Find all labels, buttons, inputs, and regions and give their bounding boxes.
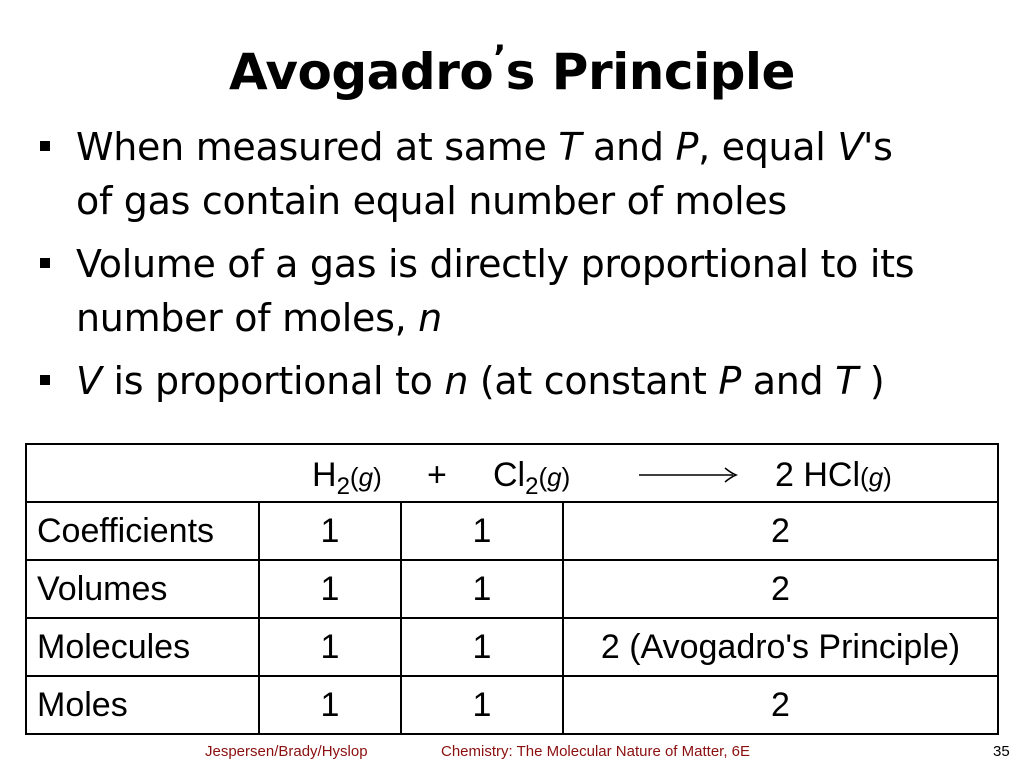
bullet-item-1: When measured at same T and P, equal V's of gas contain equal number of moles bbox=[36, 120, 996, 228]
bullet-item-2: Volume of a gas is directly proportional to its number of moles, n bbox=[36, 237, 996, 345]
reactant-cl2: $Cl_2(g)$ bbox=[493, 456, 571, 500]
bullet-list bbox=[36, 120, 996, 417]
h2-value: 1 bbox=[259, 618, 401, 676]
bullet-square-icon bbox=[40, 375, 50, 385]
hcl-value: 2 (Avogadro's Principle) bbox=[563, 618, 998, 676]
h2-value: 1 bbox=[259, 560, 401, 618]
h2-value: 1 bbox=[259, 502, 401, 560]
row-label: Volumes bbox=[26, 560, 259, 618]
slide-title: Avogadro’s Principle bbox=[229, 38, 795, 101]
equation-cell bbox=[26, 444, 998, 502]
equation-row bbox=[26, 444, 998, 502]
reactant-h2: $H_2(g)$ bbox=[312, 456, 382, 500]
reaction-arrow-icon bbox=[639, 463, 739, 487]
cl2-value: 1 bbox=[401, 560, 563, 618]
row-label: Coefficients bbox=[26, 502, 259, 560]
hcl-value: 2 bbox=[563, 502, 998, 560]
bullet-item-3: V is proportional to n (at constant P and T ) bbox=[36, 354, 996, 408]
cl2-value: 1 bbox=[401, 676, 563, 734]
product-hcl: 2 HCl(g) bbox=[775, 456, 892, 494]
plus-sign: + bbox=[427, 456, 447, 494]
table-row bbox=[26, 618, 998, 676]
row-label: Molecules bbox=[26, 618, 259, 676]
cl2-value: 1 bbox=[401, 618, 563, 676]
footer-authors: Jespersen/Brady/Hyslop bbox=[205, 743, 368, 760]
footer-book-title: Chemistry: The Molecular Nature of Matter, 6E bbox=[441, 743, 751, 760]
table-row bbox=[26, 676, 998, 734]
reaction-table bbox=[25, 443, 999, 735]
bullet-square-icon bbox=[40, 141, 50, 151]
hcl-value: 2 bbox=[563, 560, 998, 618]
cl2-value: 1 bbox=[401, 502, 563, 560]
row-label: Moles bbox=[26, 676, 259, 734]
table-row bbox=[26, 502, 998, 560]
h2-value: 1 bbox=[259, 676, 401, 734]
bullet-square-icon bbox=[40, 258, 50, 268]
page-number: 35 bbox=[993, 743, 1010, 760]
table-row bbox=[26, 560, 998, 618]
hcl-value: 2 bbox=[563, 676, 998, 734]
